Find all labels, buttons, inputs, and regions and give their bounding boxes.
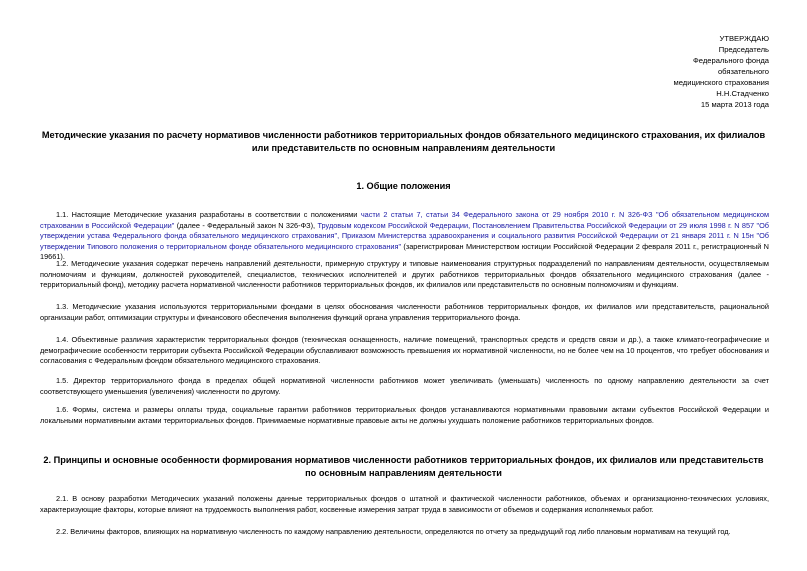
- approval-block: [674, 33, 769, 110]
- paragraph-1-4: 1.4. Объективные различия характеристик территориальных фондов (техническая оснащенность, наличие помещений, транспортных средств и средств связи и др.), а также климато-географические и демографические особенности территории субъекта Российской Федерации обуславливают возможность превышения их нормативной численности, но не более чем на 10 процентов, что требует обоснования и согласования с Федеральным фондом обязательного медицинского страхования.: [40, 335, 769, 366]
- paragraph-text: 1.1. Настоящие Методические указания разработаны в соответствии с положениями: [56, 210, 361, 219]
- approval-line: Федерального фонда: [693, 56, 769, 65]
- document-title: Методические указания по расчету нормативов численности работников территориальных фондов обязательного медицинского страхования, их филиалов или представительств по основным направлениям деятельности: [41, 130, 766, 153]
- law-link-labor-code[interactable]: Трудовым кодексом Российской Федерации, Постановлением Правительства Российской Федерации от 29 июля 1998 г. N 857 "Об утверждении устава Федерального фонда обязательного медицинского страхования", Приказом Министерства здравоохранения и социального развития Российской Федерации от 21 января 2011 г. N 15н "Об утверждении Типового положения о территориальном фонде обязательного медицинского страхования": [40, 220, 769, 251]
- paragraph-1-1: [40, 210, 769, 263]
- approval-line: 15 марта 2013 года: [700, 100, 769, 109]
- law-link-326fz[interactable]: части 2 статьи 7, статьи 34 Федерального закона от 29 ноября 2010 г. N 326-ФЗ "Об обязательном медицинском страховании в Российской Федерации": [40, 210, 769, 230]
- approval-line: Председатель: [718, 45, 769, 54]
- paragraph-text: (зарегистрирован Министерством юстиции Российской Федерации 2 февраля 2011 г., регистрационный N 19661).: [40, 241, 769, 262]
- approval-line: УТВЕРЖДАЮ: [719, 34, 769, 43]
- paragraph-2-2: 2.2. Величины факторов, влияющих на нормативную численность по каждому направлению деятельности, определяются по отчету за предыдущий год либо плановым нормативам на текущий год.: [56, 527, 731, 536]
- section-1-heading: 1. Общие положения: [356, 181, 451, 191]
- paragraph-1-5: 1.5. Директор территориального фонда в пределах общей нормативной численности работников может увеличивать (уменьшать) численность по одному направлению деятельности за счет соответствующего уменьшения (увеличения) численности по другому.: [40, 376, 769, 396]
- approval-line: обязательного: [717, 67, 769, 76]
- section-2-heading: 2. Принципы и основные особенности формирования нормативов численности работников территориальных фондов, их филиалов или представительств по основным направлениям деятельности: [43, 455, 764, 478]
- paragraph-text: (далее - Федеральный закон N 326-ФЗ),: [174, 220, 318, 230]
- paragraph-1-6: 1.6. Формы, система и размеры оплаты труда, социальные гарантии работников территориальных фондов устанавливаются нормативными правовыми актами субъектов Российской Федерации и локальными нормативными актами территориальных фондов. Принимаемые нормативные правовые акты не должны ухудшать положение работников территориальных фондов.: [40, 405, 769, 425]
- paragraph-1-2: 1.2. Методические указания содержат перечень направлений деятельности, примерную структуру и типовые наименования структурных подразделений по направлениям деятельности, осуществляемым полномочиям и функциям, должностей руководителей, специалистов, технических исполнителей и других работников территориальных фондов обязательного медицинского страхования (далее - территориальный фонд), методику расчета нормативной численности работников территориальных фондов, их филиалов или представительств по основным полномочиям и функциям.: [40, 259, 769, 290]
- approval-line: Н.Н.Стадченко: [716, 89, 769, 98]
- approval-line: медицинского страхования: [673, 78, 769, 87]
- paragraph-1-3: 1.3. Методические указания используются территориальными фондами в целях обоснования численности работников территориальных фондов, их филиалов или представительств, рациональной организации работ, оптимизации структуры и финансового обеспечения выполнения функций органа управления территориального фонда.: [40, 302, 769, 322]
- paragraph-2-1: 2.1. В основу разработки Методических указаний положены данные территориальных фондов о штатной и фактической численности работников, объемах и организационно-технических условиях, характеризующие факторы, которые влияют на трудоемкость выполнения работ, косвенные измерения затрат труда в зависимости от объемов и содержания исполняемых работ.: [40, 494, 769, 514]
